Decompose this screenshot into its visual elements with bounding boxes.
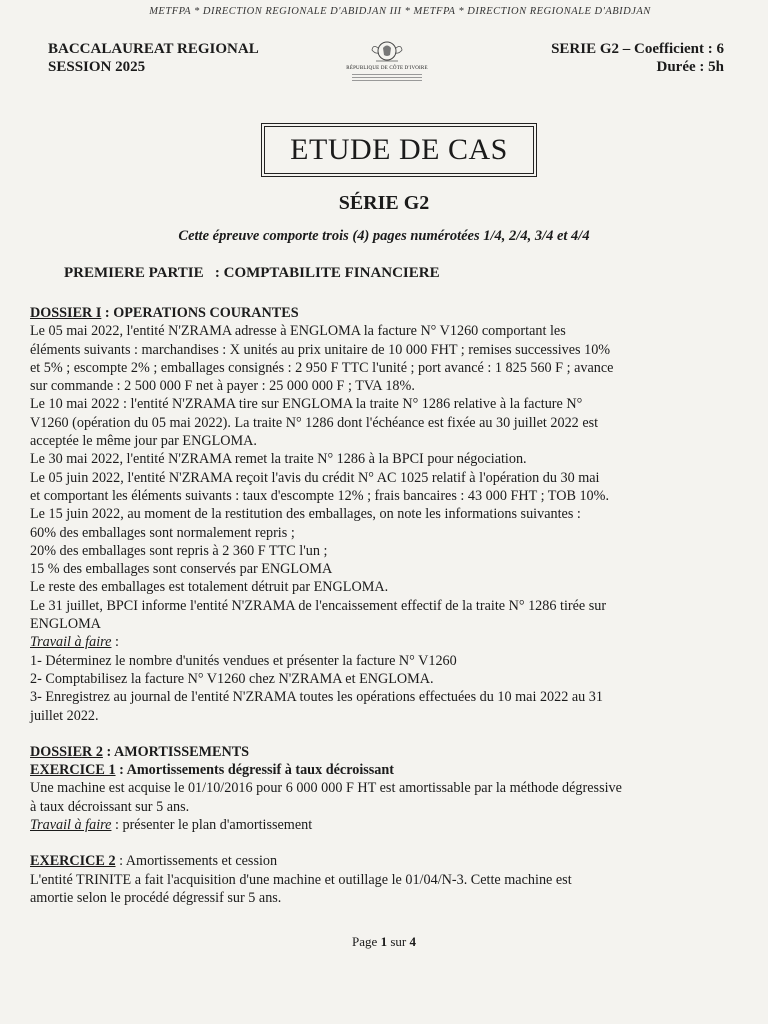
text-line: Le 15 juin 2022, au moment de la restitution des emballages, on note les informations suivantes : <box>30 506 581 523</box>
exam-body <box>30 304 750 907</box>
page-footer: Page 1 sur 4 <box>352 934 416 949</box>
coefficient-label: – Coefficient : 6 <box>622 41 724 57</box>
text-line: éléments suivants : marchandises : X unités au prix unitaire de 10 000 FHT ; remises successives 10% <box>30 341 611 358</box>
travail-heading: Travail à faire : <box>30 634 119 651</box>
exam-info-right <box>551 40 724 76</box>
text-line: à taux décroissant sur 5 ans. <box>30 798 190 815</box>
text-line: 60% des emballages sont normalement repris ; <box>30 524 295 541</box>
text-line: 20% des emballages sont repris à 2 360 F TTC l'un ; <box>30 542 328 559</box>
task-item: 3- Enregistrez au journal de l'entité N'ZRAMA toutes les opérations effectuées du 10 mai 2022 au 31 <box>30 689 603 706</box>
text-line: Le 10 mai 2022 : l'entité N'ZRAMA tire sur ENGLOMA la traite N° 1286 relative à la facture N° <box>30 396 583 413</box>
serie-label: SERIE G2 <box>551 41 620 57</box>
text-line: et 5% ; escompte 2% ; emballages consignés : 2 950 F TTC l'unité ; port avancé : 1 825 560 F ; avance <box>30 359 614 376</box>
header-band: METFPA * DIRECTION REGIONALE D'ABIDJAN III * METFPA * DIRECTION REGIONALE D'ABIDJAN <box>149 6 651 17</box>
emblem-motto-lines <box>352 74 422 81</box>
exam-title: ETUDE DE CAS <box>264 126 534 174</box>
text-line: Une machine est acquise le 01/10/2016 pour 6 000 000 F HT est amortissable par la méthode dégressive <box>30 780 622 797</box>
dossier1-heading: DOSSIER I : OPERATIONS COURANTES <box>30 305 299 321</box>
page-number: 1 <box>380 934 388 949</box>
text-line: acceptée le même jour par ENGLOMA. <box>30 433 257 450</box>
serie-coefficient <box>551 40 724 58</box>
text-line: Le 05 mai 2022, l'entité N'ZRAMA adresse à ENGLOMA la facture N° V1260 comportant les <box>30 323 566 340</box>
pages-note: Cette épreuve comporte trois (4) pages numérotées 1/4, 2/4, 3/4 et 4/4 <box>178 228 590 244</box>
travail-line: Travail à faire : présenter le plan d'amortissement <box>30 817 313 834</box>
exam-session: SESSION 2025 <box>48 59 146 75</box>
text-line: V1260 (opération du 05 mai 2022). La traite N° 1286 dont l'échéance est fixée au 30 juillet 2022 est <box>30 414 599 431</box>
republic-label: RÉPUBLIQUE DE CÔTE D'IVOIRE <box>346 66 428 71</box>
text-line: Le 05 juin 2022, l'entité N'ZRAMA reçoit l'avis du crédit N° AC 1025 relatif à l'opération du 30 mai <box>30 469 600 486</box>
text-line: amortie selon le procédé dégressif sur 5 ans. <box>30 889 282 906</box>
republic-emblem <box>346 38 428 83</box>
text-line: et comportant les éléments suivants : taux d'escompte 12% ; frais bancaires : 43 000 FHT ; TOB 10%. <box>30 487 610 504</box>
serie-heading: SÉRIE G2 <box>338 192 430 214</box>
text-line: L'entité TRINITE a fait l'acquisition d'une machine et outillage le 01/04/N-3. Cette machine est <box>30 871 572 888</box>
task-item: 1- Déterminez le nombre d'unités vendues et présenter la facture N° V1260 <box>30 652 457 669</box>
text-line: Le 31 juillet, BPCI informe l'entité N'ZRAMA de l'encaissement effectif de la traite N° 1286 tirée sur <box>30 597 607 614</box>
exam-info-left <box>48 40 259 76</box>
page-total: 4 <box>409 934 416 949</box>
exercice1-heading: EXERCICE 1 : Amortissements dégressif à taux décroissant <box>30 762 395 779</box>
task-item: 2- Comptabilisez la facture N° V1260 chez N'ZRAMA et ENGLOMA. <box>30 670 434 687</box>
text-line: Le reste des emballages est totalement détruit par ENGLOMA. <box>30 579 389 596</box>
task-item: juillet 2022. <box>30 707 99 724</box>
exam-name: BACCALAUREAT REGIONAL <box>48 41 259 57</box>
text-line: ENGLOMA <box>30 616 101 633</box>
dossier2-heading: DOSSIER 2 : AMORTISSEMENTS <box>30 743 250 760</box>
part-heading: PREMIERE PARTIE : COMPTABILITE FINANCIERE <box>64 265 440 281</box>
coat-of-arms-icon <box>370 38 404 64</box>
duration-label: Durée : 5h <box>656 59 724 75</box>
text-line: Le 30 mai 2022, l'entité N'ZRAMA remet la traite N° 1286 à la BPCI pour négociation. <box>30 451 527 468</box>
exercice2-heading: EXERCICE 2 : Amortissements et cession <box>30 853 278 870</box>
text-line: sur commande : 2 500 000 F net à payer : 25 000 000 F ; TVA 18%. <box>30 378 415 395</box>
text-line: 15 % des emballages sont conservés par ENGLOMA <box>30 561 333 578</box>
